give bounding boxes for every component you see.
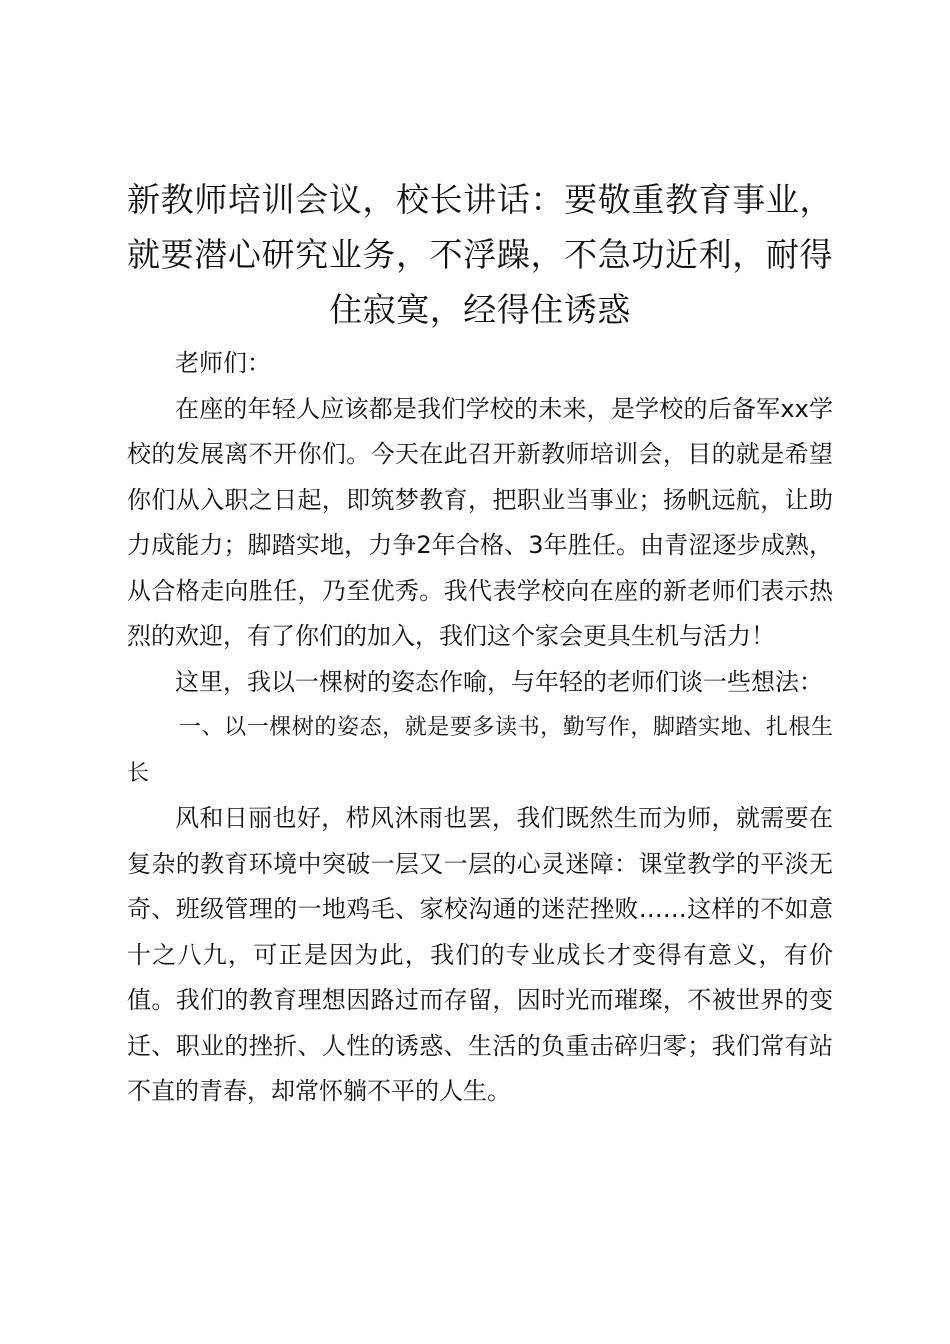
paragraph-welcome: 在座的年轻人应该都是我们学校的未来，是学校的后备军xx学校的发展离不开你们。今天在此召开新教师培训会，目的就是希望你们从入职之日起，即筑梦教育，把职业当事业；扬帆远航，让助力成能力；脚踏实地，力争2年合格、3年胜任。由青涩逐步成熟，从合格走向胜任，乃至优秀。我代表学校向在座的新老师们表示热烈的欢迎，有了你们的加入，我们这个家会更具生机与活力！ xyxy=(127,394,833,650)
document-body xyxy=(127,341,833,1115)
document-title: 新教师培训会议，校长讲话：要敬重教育事业，就要潜心研究业务，不浮躁，不急功近利，耐得住寂寞，经得住诱惑 xyxy=(127,180,833,329)
paragraph-intro: 这里，我以一棵树的姿态作喻，与年轻的老师们谈一些想法： xyxy=(175,667,823,696)
document-content xyxy=(127,172,833,1115)
salutation: 老师们： xyxy=(175,349,271,377)
section-heading: 一、以一棵树的姿态，就是要多读书，勤写作，脚踏实地、扎根生长 xyxy=(127,715,833,786)
section-paragraph: 风和日丽也好，栉风沐雨也罢，我们既然生而为师，就需要在复杂的教育环境中突破一层又一层的心灵迷障：课堂教学的平淡无奇、班级管理的一地鸡毛、家校沟通的迷茫挫败……这样的不如意十之八九，可正是因为此，我们的专业成长才变得有意义，有价值。我们的教育理想因路过而存留，因时光而璀璨，不被世界的变迁、职业的挫折、人性的诱惑、生活的负重击碎归零；我们常有站不直的青春，却常怀躺不平的人生。 xyxy=(127,804,833,1105)
